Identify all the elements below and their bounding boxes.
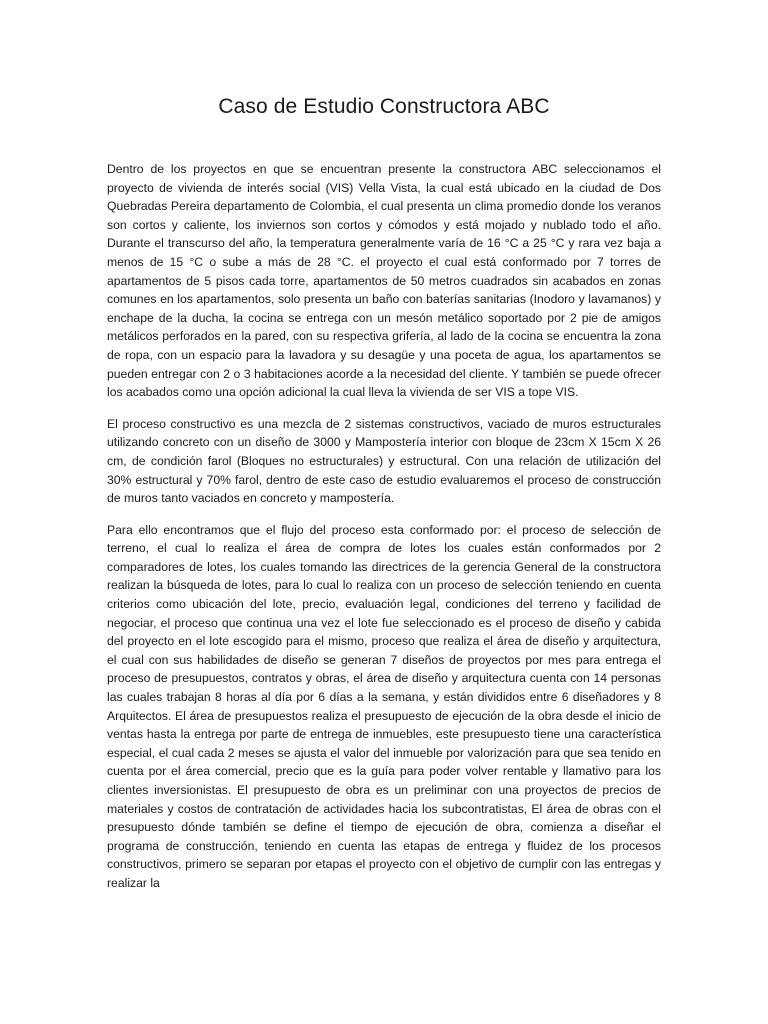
document-body — [107, 160, 661, 893]
body-paragraph-2: El proceso constructivo es una mezcla de 2 sistemas constructivos, vaciado de muros estructurales utilizando concreto con un diseño de 3000 y Mampostería interior con bloque de 23cm X 15cm X 26 cm, de condición farol (Bloques no estructurales) y estructural. Con una relación de utilización del 30% estructural y 70% farol, dentro de este caso de estudio evaluaremos el proceso de construcción de muros tanto vaciados en concreto y mampostería. — [107, 416, 661, 506]
document-title: Caso de Estudio Constructora ABC — [218, 95, 550, 118]
body-paragraph-3: Para ello encontramos que el flujo del proceso esta conformado por: el proceso de selección de terreno, el cual lo realiza el área de compra de lotes los cuales están conformados por 2 comparadores de lotes, los cuales tomando las directrices de la gerencia General de la constructora realizan la búsqueda de lotes, para lo cual lo realiza con un proceso de selección teniendo en cuenta criterios como ubicación del lote, precio, evaluación legal, condiciones del terreno y facilidad de negociar, el proceso que continua una vez el lote fue seleccionado es el proceso de diseño y cabida del proyecto en el lote escogido para el mismo, proceso que realiza el área de diseño y arquitectura, el cual con sus habilidades de diseño se generan 7 diseños de proyectos por mes para entrega el proceso de presupuestos, contratos y obras, el área de diseño y arquitectura cuenta con 14 personas las cuales trabajan 8 horas al día por 6 días a la semana, y están divididos entre 6 diseñadores y 8 Arquitectos. El área de presupuestos realiza el presupuesto de ejecución de la obra desde el inicio de ventas hasta la entrega por parte de entrega de inmuebles, este presupuesto tiene una característica especial, el cual cada 2 meses se ajusta el valor del inmueble por valorización para que sea tenido en cuenta por el área comercial, precio que es la guía para poder volver rentable y llamativo para los clientes inversionistas. El presupuesto de obra es un preliminar con una proyectos de precios de materiales y costos de contratación de actividades hacia los subcontratistas, El área de obras con el presupuesto dónde también se define el tiempo de ejecución de obra, comienza a diseñar el programa de construcción, teniendo en cuenta las etapas de entrega y fluidez de los procesos constructivos, primero se separan por etapas el proyecto con el objetivo de cumplir con las entregas y realizar la — [107, 522, 661, 890]
body-paragraph-1: Dentro de los proyectos en que se encuentran presente la constructora ABC seleccionamos el proyecto de vivienda de interés social (VIS) Vella Vista, la cual está ubicado en la ciudad de Dos Quebradas Pereira departamento de Colombia, el cual presenta un clima promedio donde los veranos son cortos y caliente, los inviernos son cortos y cómodos y está mojado y nublado todo el año. Durante el transcurso del año, la temperatura generalmente varía de 16 °C a 25 °C y rara vez baja a menos de 15 °C o sube a más de 28 °C. el proyecto el cual está conformado por 7 torres de apartamentos de 5 pisos cada torre, apartamentos de 50 metros cuadrados sin acabados en zonas comunes en los apartamentos, solo presenta un baño con baterías sanitarias (Inodoro y lavamanos) y enchape de la ducha, la cocina se entrega con un mesón metálico soportado por 2 pie de amigos metálicos perforados en la pared, con su respectiva grifería, al lado de la cocina se encuentra la zona de ropa, con un espacio para la lavadora y su desagüe y una poceta de agua, los apartamentos se pueden entregar con 2 o 3 habitaciones acorde a la necesidad del cliente. Y también se puede ofrecer los acabados como una opción adicional la cual lleva la vivienda de ser VIS a tope VIS. — [107, 162, 661, 400]
